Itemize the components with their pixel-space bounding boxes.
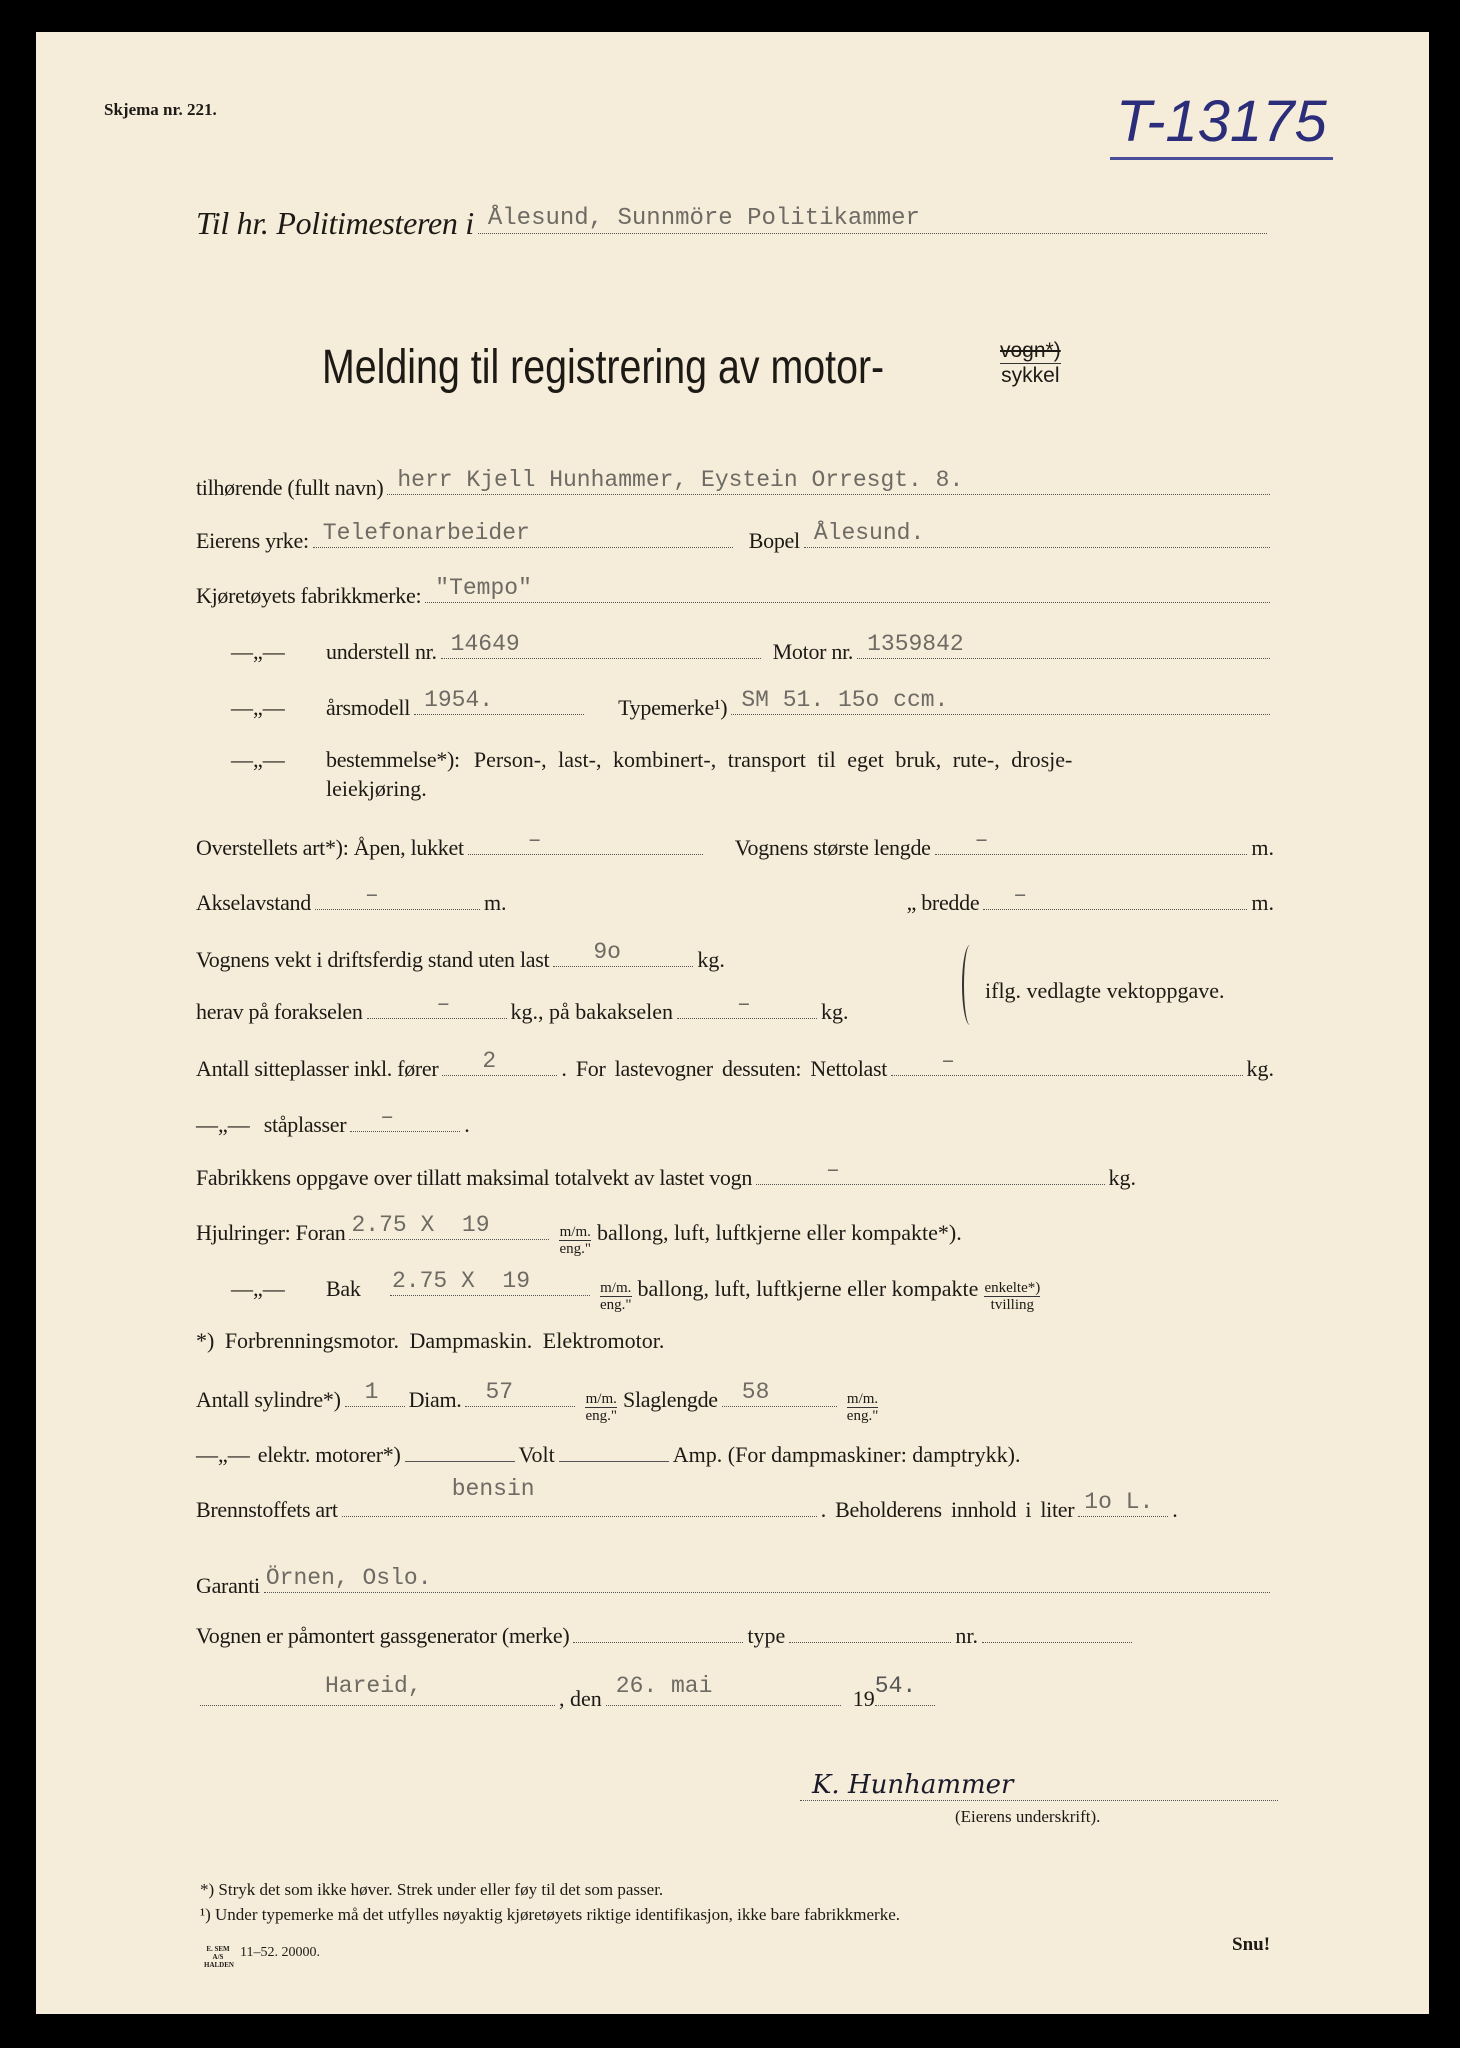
tires-rear-field[interactable]: 2.75 X 19 (390, 1273, 590, 1296)
owner-row: tilhørende (fullt navn) herr Kjell Hunhammer, Eystein Orresgt. 8. (196, 472, 1274, 501)
max-weight-row: Fabrikkens oppgave over tillatt maksimal totalvekt av lastet vogn – kg. (196, 1157, 1136, 1190)
printer-code: 11–52. 20000. (240, 1945, 320, 1960)
residence-field[interactable]: Ålesund. (804, 525, 1270, 548)
gas-type-field[interactable] (789, 1620, 951, 1643)
weight-field[interactable]: 9o (553, 944, 693, 967)
guarantee-field[interactable]: Örnen, Oslo. (264, 1570, 1270, 1593)
diameter-field[interactable]: 57 (465, 1384, 575, 1407)
body-field[interactable]: – (468, 832, 703, 855)
footnotes (200, 1877, 900, 1927)
addressee-label: Til hr. Politimesteren i (196, 205, 474, 241)
footnote: ¹) Under typemerke må det utfylles nøyaktig kjøretøyets riktige identifikasjon, ikke bare fabrikkmerke. (200, 1905, 900, 1924)
standing-row: —„— ståplasser – . (196, 1104, 470, 1137)
electric-row: —„— elektr. motorer*) Volt Amp. (For dampmaskiner: damptrykk). (196, 1439, 1274, 1468)
weight-note: iflg. vedlagte vektoppgave. (985, 978, 1225, 1003)
year-field-date[interactable]: 54. (875, 1683, 935, 1706)
front-axle-field[interactable]: – (367, 996, 507, 1019)
guarantee-row: Garanti Örnen, Oslo. (196, 1570, 1274, 1599)
type-field[interactable]: SM 51. 15o ccm. (731, 692, 1270, 715)
purpose-row: —„— bestemmelse*): Person-, last-, kombinert-, transport til eget bruk, rute-, drosje- (231, 747, 1073, 772)
rear-axle-field[interactable]: – (677, 996, 817, 1019)
make-row: Kjøretøyets fabrikkmerke: "Tempo" (196, 580, 1274, 609)
year-field[interactable]: 1954. (414, 692, 584, 715)
year-row: —„— årsmodell 1954. Typemerke¹) SM 51. 15o ccm. (196, 692, 1274, 721)
place-field[interactable]: Hareid, (200, 1683, 555, 1706)
seats-row: Antall sitteplasser inkl. fører 2 . For lastevogner dessuten: Nettolast – kg. (196, 1048, 1274, 1081)
weight-row: Vognens vekt i driftsferdig stand uten last 9o kg. (196, 939, 725, 972)
wheelbase-row: Akselavstand – m. „ bredde – m. (196, 882, 1274, 915)
page-title: Melding til registrering av motor- $\frac{\text{vogn*)}}{\text{sykkel}}$ (322, 339, 1061, 394)
fuel-field[interactable]: bensin (342, 1494, 817, 1517)
motor-field[interactable]: 1359842 (857, 636, 1270, 659)
tank-field[interactable]: 1o L. (1078, 1494, 1168, 1517)
stroke-field[interactable]: 58 (722, 1384, 837, 1407)
turn-over: Snu! (1232, 1934, 1271, 1955)
purpose-row-2: leiekjøring. (326, 776, 427, 801)
form-number: Skjema nr. 221. (104, 100, 217, 119)
fuel-row: Brennstoffets art bensin . Beholderens innhold i liter 1o L. . (196, 1476, 1178, 1522)
gas-nr-field[interactable] (982, 1620, 1132, 1643)
volt-field[interactable] (405, 1439, 515, 1462)
length-field[interactable]: – (935, 832, 1248, 855)
signature-field[interactable]: K. Hunhammer (800, 1770, 1278, 1801)
tires-front-row: Hjulringer: Foran 2.75 X 19 $\frac{m/m.}{\text{eng."}}$ ballong, luft, luftkjerne eller kompakte*). (196, 1212, 962, 1257)
signature-caption: (Eierens underskrift). (955, 1807, 1101, 1826)
occupation-row: Eierens yrke: Telefonarbeider Bopel Ålesund. (196, 525, 1274, 554)
seats-field[interactable]: 2 (442, 1053, 557, 1076)
gas-row: Vognen er påmontert gassgenerator (merke) type nr. (196, 1620, 1136, 1649)
width-field[interactable]: – (983, 887, 1247, 910)
engine-types: *) Forbrenningsmotor. Dampmaskin. Elektromotor. (196, 1328, 665, 1353)
make-field[interactable]: "Tempo" (425, 580, 1270, 603)
chassis-row: —„— understell nr. 14649 Motor nr. 1359842 (196, 636, 1274, 665)
footnote: *) Stryk det som ikke høver. Strek under eller føy til det som passer. (200, 1880, 664, 1899)
archive-number: T-13175 (1110, 88, 1333, 160)
date-row: Hareid, , den 26. mai 19 54. (196, 1683, 956, 1712)
body-row: Overstellets art*): Åpen, lukket – Vognens største lengde – m. (196, 827, 1274, 860)
tires-front-field[interactable]: 2.75 X 19 (349, 1217, 549, 1240)
amp-field[interactable] (559, 1439, 669, 1462)
gas-make-field[interactable] (573, 1620, 743, 1643)
brace (962, 945, 978, 1025)
cylinders-field[interactable]: 1 (345, 1384, 405, 1407)
standing-field[interactable]: – (350, 1109, 460, 1132)
date-field[interactable]: 26. mai (606, 1683, 841, 1706)
addressee-row (196, 205, 1271, 242)
addressee-field[interactable]: Ålesund, Sunnmöre Politikammer (478, 211, 1267, 234)
max-weight-field[interactable]: – (756, 1162, 1104, 1185)
axle-row: herav på forakselen – kg., på bakakselen – kg. (196, 991, 849, 1024)
tires-rear-row: —„— Bak 2.75 X 19 $\frac{m/m.}{\text{eng."}}$ ballong, luft, luftkjerne eller kompakte $\frac{\text{enkelte*)}}{\text{tvilling}}$ (231, 1268, 1041, 1313)
chassis-field[interactable]: 14649 (441, 636, 761, 659)
payload-field[interactable]: – (891, 1053, 1242, 1076)
cylinder-row: Antall sylindre*) 1 Diam. 57 $\frac{m/m.}{\text{eng."}}$ Slaglengde 58 $\frac{m/m.}{\text{eng."}}$ (196, 1379, 879, 1424)
wheelbase-field[interactable]: – (315, 887, 480, 910)
occupation-field[interactable]: Telefonarbeider (313, 525, 733, 548)
owner-field[interactable]: herr Kjell Hunhammer, Eystein Orresgt. 8. (387, 472, 1270, 495)
printer-name: E. SEM A/S HALDEN (204, 1945, 234, 1969)
